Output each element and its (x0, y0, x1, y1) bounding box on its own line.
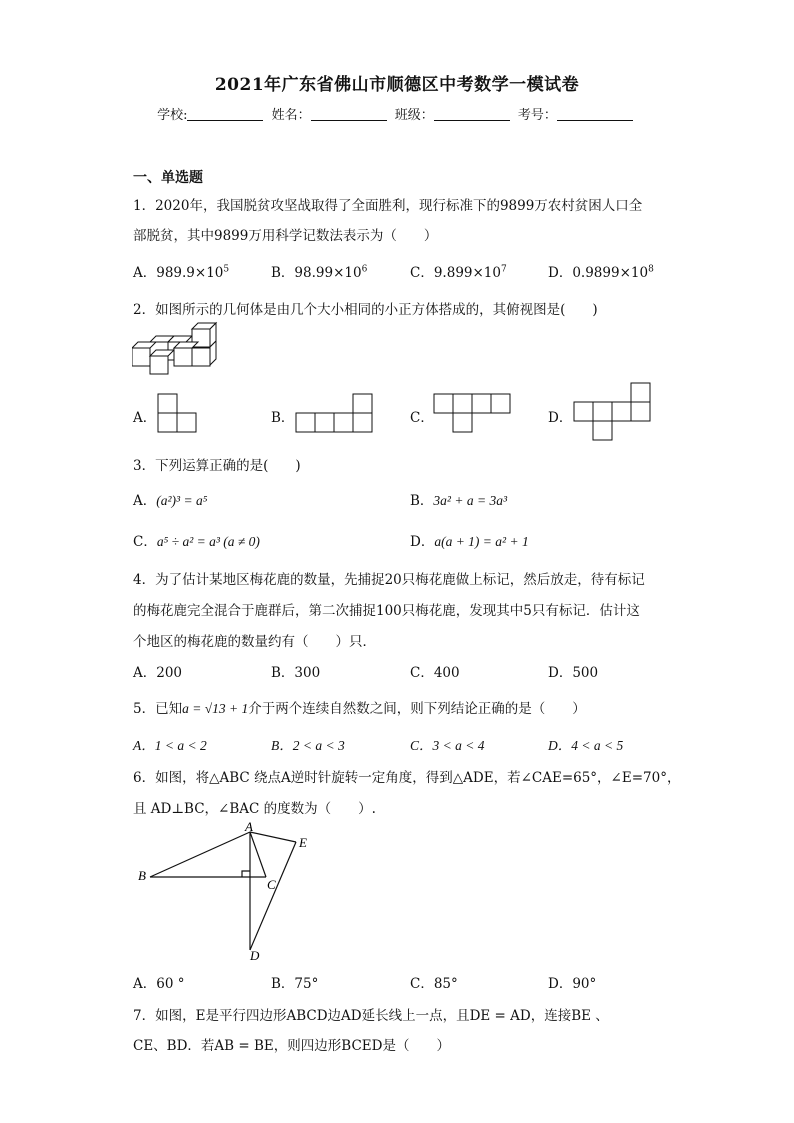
q2-option-c-label[interactable]: C． (410, 410, 434, 426)
q5-expression: a = √13 + 1 (182, 701, 249, 716)
q3-option-d[interactable]: D．a(a + 1) = a² + 1 (410, 534, 529, 550)
q3-option-a[interactable]: A．(a²)³ = a⁵ (133, 493, 208, 509)
q2-option-a-label[interactable]: A． (133, 410, 157, 426)
q2-option-d-figure[interactable] (572, 382, 654, 442)
q6-point-b: B (138, 868, 146, 883)
q1-option-a[interactable]: A．$989.9\times 10^5$ (133, 264, 230, 281)
q2-option-b-figure[interactable] (294, 393, 374, 433)
q5-line1: 5．已知a = √13 + 1介于两个连续自然数之间，则下列结论正确的是（ ） (133, 701, 586, 717)
q2-option-b-label[interactable]: B． (271, 410, 295, 426)
q4-line3: 个地区的梅花鹿的数量约有（ ）只． (133, 634, 376, 650)
q3-option-b[interactable]: B．3a² + a = 3a³ (410, 493, 507, 509)
q5-option-d[interactable]: D．4 < a < 5 (548, 738, 624, 753)
q3-line1: 3．下列运算正确的是( ) (133, 458, 301, 474)
q6-option-d[interactable]: D．90° (548, 976, 597, 992)
q6-point-c: C (267, 877, 276, 892)
q4-option-a[interactable]: A．200 (133, 665, 183, 681)
q6-point-d: D (250, 948, 260, 963)
school-blank[interactable] (187, 108, 263, 121)
exam-number-blank[interactable] (557, 108, 633, 121)
q2-option-c-figure[interactable] (433, 393, 513, 433)
q1-option-c[interactable]: C．$9.899\times 10^7$ (410, 264, 507, 281)
q5-option-c[interactable]: C．3 < a < 4 (410, 738, 485, 753)
q7-line2: CE、BD．若AB = BE，则四边形BCED是（ ） (133, 1038, 450, 1054)
q7-line1: 7．如图，E是平行四边形ABCD边AD延长线上一点，且DE = AD，连接BE 、 (133, 1008, 609, 1024)
q4-option-d[interactable]: D．500 (548, 665, 599, 681)
q2-option-d-label[interactable]: D． (548, 410, 573, 426)
q1-option-b[interactable]: B．$98.99\times 10^6$ (271, 264, 368, 281)
q1-line1: 1．2020年，我国脱贫攻坚战取得了全面胜利，现行标准下的9899万农村贫困人口全 (133, 198, 643, 214)
q6-option-b[interactable]: B．75° (271, 976, 319, 992)
class-blank[interactable] (434, 108, 510, 121)
school-label: 学校: (157, 108, 188, 123)
q3-option-c[interactable]: C．a⁵ ÷ a² = a³ (a ≠ 0) (133, 534, 260, 550)
q1-line2: 部脱贫，其中9899万用科学记数法表示为（ ） (133, 228, 438, 244)
q4-line1: 4．为了估计某地区梅花鹿的数量，先捕捉20只梅花鹿做上标记，然后放走，待有标记 (133, 572, 645, 588)
class-label: 班级： (394, 108, 434, 123)
q4-option-c[interactable]: C．400 (410, 665, 460, 681)
section-heading: 一、单选题 (133, 170, 203, 186)
q6-option-c[interactable]: C．85° (410, 976, 458, 992)
q5-option-a[interactable]: A．1 < a < 2 (133, 738, 207, 753)
q4-option-b[interactable]: B．300 (271, 665, 321, 681)
q4-line2: 的梅花鹿完全混合于鹿群后，第二次捕捉100只梅花鹿，发现其中5只有标记．估计这 (133, 603, 640, 619)
q6-line2: 且 AD⊥BC，∠BAC 的度数为（ ）. (133, 801, 376, 817)
exam-number-label: 考号： (517, 108, 557, 123)
page-title: 2021年广东省佛山市顺德区中考数学一模试卷 (214, 75, 580, 95)
q6-triangle-figure (133, 822, 323, 964)
q6-line1: 6．如图，将△ABC 绕点A逆时针旋转一定角度，得到△ADE，若∠CAE=65°，∠E=70°， (133, 770, 681, 786)
q2-line1: 2．如图所示的几何体是由几个大小相同的小正方体搭成的，其俯视图是( ) (133, 302, 598, 318)
q6-point-e: E (299, 835, 307, 850)
q5-option-b[interactable]: B．2 < a < 3 (271, 738, 345, 753)
name-label: 姓名： (271, 108, 311, 123)
q2-solid-figure (132, 318, 222, 380)
q6-option-a[interactable]: A．60 ° (133, 976, 185, 992)
q6-point-a: A (245, 822, 253, 834)
q1-option-d[interactable]: D．$0.9899\times 10^8$ (548, 264, 654, 281)
q2-option-a-figure[interactable] (156, 393, 198, 433)
name-blank[interactable] (311, 108, 387, 121)
student-info-line (0, 104, 794, 123)
